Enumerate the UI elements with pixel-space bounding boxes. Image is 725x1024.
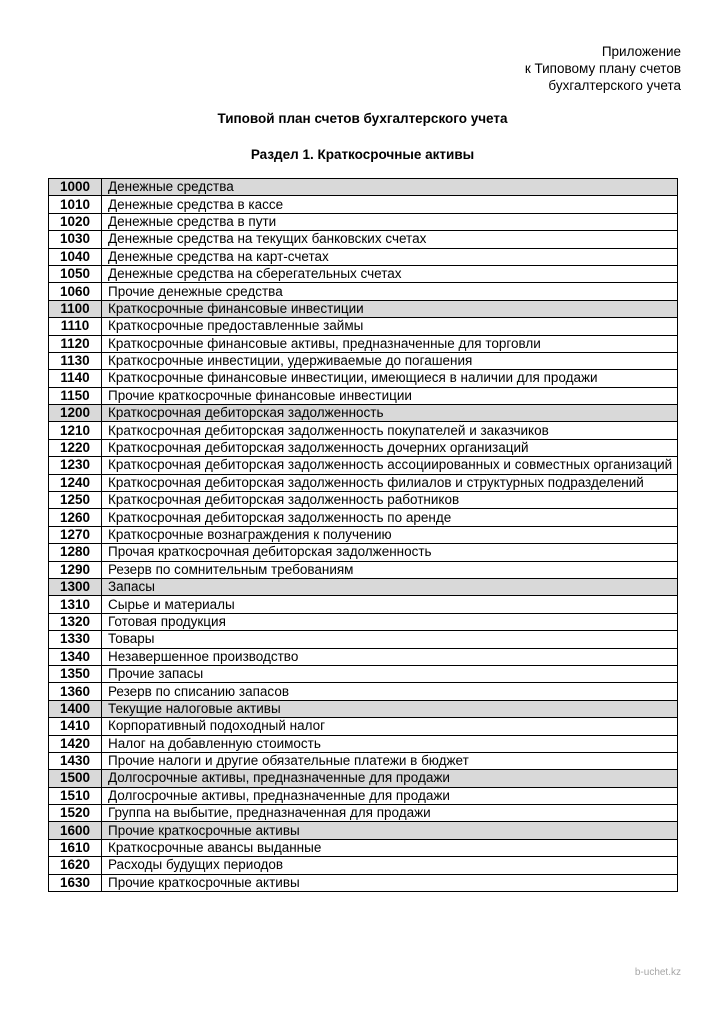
account-row bbox=[49, 283, 678, 300]
account-name: Краткосрочная дебиторская задолженность по аренде bbox=[102, 509, 678, 526]
account-code: 1110 bbox=[49, 318, 102, 335]
account-name: Краткосрочная дебиторская задолженность работников bbox=[102, 492, 678, 509]
account-code: 1290 bbox=[49, 561, 102, 578]
account-row bbox=[49, 526, 678, 543]
account-row bbox=[49, 370, 678, 387]
account-row bbox=[49, 787, 678, 804]
account-name: Краткосрочные вознаграждения к получению bbox=[102, 526, 678, 543]
account-code: 1410 bbox=[49, 718, 102, 735]
account-row bbox=[49, 665, 678, 682]
account-code: 1140 bbox=[49, 370, 102, 387]
account-row bbox=[49, 561, 678, 578]
appendix-line: к Типовому плану счетов bbox=[524, 61, 681, 76]
site-watermark: b-uchet.kz bbox=[634, 967, 681, 978]
account-code: 1330 bbox=[49, 631, 102, 648]
account-name: Краткосрочные предоставленные займы bbox=[102, 318, 678, 335]
account-row bbox=[49, 196, 678, 213]
account-code: 1510 bbox=[49, 787, 102, 804]
account-name: Краткосрочная дебиторская задолженность филиалов и структурных подразделений bbox=[102, 474, 678, 491]
account-name: Незавершенное производство bbox=[102, 648, 678, 665]
account-row bbox=[49, 439, 678, 456]
account-name: Краткосрочные инвестиции, удерживаемые до погашения bbox=[102, 352, 678, 369]
account-code: 1010 bbox=[49, 196, 102, 213]
account-name: Долгосрочные активы, предназначенные для продажи bbox=[102, 770, 678, 787]
account-code: 1610 bbox=[49, 839, 102, 856]
account-name: Краткосрочные финансовые активы, предназначенные для торговли bbox=[102, 335, 678, 352]
account-name: Денежные средства на карт-счетах bbox=[102, 248, 678, 265]
account-name: Долгосрочные активы, предназначенные для продажи bbox=[102, 787, 678, 804]
account-name: Денежные средства bbox=[102, 179, 678, 196]
account-row bbox=[49, 631, 678, 648]
account-name: Группа на выбытие, предназначенная для продажи bbox=[102, 805, 678, 822]
account-row bbox=[49, 648, 678, 665]
account-name: Денежные средства на сберегательных счетах bbox=[102, 265, 678, 282]
account-code: 1240 bbox=[49, 474, 102, 491]
account-row bbox=[49, 718, 678, 735]
account-name: Денежные средства на текущих банковских счетах bbox=[102, 231, 678, 248]
account-name: Краткосрочная дебиторская задолженность ассоциированных и совместных организаций bbox=[102, 457, 678, 474]
account-group-row bbox=[49, 179, 678, 196]
account-row bbox=[49, 805, 678, 822]
appendix-line: бухгалтерского учета bbox=[548, 78, 681, 93]
document-title: Типовой план счетов бухгалтерского учета bbox=[217, 111, 508, 126]
account-code: 1020 bbox=[49, 213, 102, 230]
account-row bbox=[49, 509, 678, 526]
account-group-row bbox=[49, 578, 678, 595]
account-code: 1260 bbox=[49, 509, 102, 526]
account-row bbox=[49, 735, 678, 752]
account-name: Прочая краткосрочная дебиторская задолженность bbox=[102, 544, 678, 561]
account-group-row bbox=[49, 405, 678, 422]
account-code: 1520 bbox=[49, 805, 102, 822]
account-name: Прочие краткосрочные финансовые инвестиции bbox=[102, 387, 678, 404]
account-name: Резерв по списанию запасов bbox=[102, 683, 678, 700]
account-row bbox=[49, 492, 678, 509]
account-code: 1430 bbox=[49, 752, 102, 769]
account-code: 1280 bbox=[49, 544, 102, 561]
account-code: 1210 bbox=[49, 422, 102, 439]
account-row bbox=[49, 857, 678, 874]
account-row bbox=[49, 839, 678, 856]
account-code: 1040 bbox=[49, 248, 102, 265]
account-name: Краткосрочные финансовые инвестиции bbox=[102, 300, 678, 317]
appendix-line: Приложение bbox=[601, 44, 681, 59]
account-name: Корпоративный подоходный налог bbox=[102, 718, 678, 735]
accounts-table bbox=[48, 178, 678, 892]
account-name: Краткосрочная дебиторская задолженность дочерних организаций bbox=[102, 439, 678, 456]
account-row bbox=[49, 352, 678, 369]
account-row bbox=[49, 474, 678, 491]
account-group-row bbox=[49, 300, 678, 317]
account-code: 1200 bbox=[49, 405, 102, 422]
account-row bbox=[49, 265, 678, 282]
account-code: 1340 bbox=[49, 648, 102, 665]
account-group-row bbox=[49, 822, 678, 839]
account-code: 1000 bbox=[49, 179, 102, 196]
account-code: 1630 bbox=[49, 874, 102, 891]
account-row bbox=[49, 596, 678, 613]
account-name: Денежные средства в кассе bbox=[102, 196, 678, 213]
account-row bbox=[49, 248, 678, 265]
account-name: Денежные средства в пути bbox=[102, 213, 678, 230]
account-code: 1320 bbox=[49, 613, 102, 630]
account-row bbox=[49, 544, 678, 561]
account-name: Краткосрочные авансы выданные bbox=[102, 839, 678, 856]
account-code: 1050 bbox=[49, 265, 102, 282]
account-row bbox=[49, 457, 678, 474]
account-code: 1130 bbox=[49, 352, 102, 369]
account-code: 1030 bbox=[49, 231, 102, 248]
account-code: 1500 bbox=[49, 770, 102, 787]
account-row bbox=[49, 318, 678, 335]
account-name: Краткосрочная дебиторская задолженность bbox=[102, 405, 678, 422]
account-code: 1250 bbox=[49, 492, 102, 509]
account-group-row bbox=[49, 770, 678, 787]
account-code: 1350 bbox=[49, 665, 102, 682]
account-code: 1150 bbox=[49, 387, 102, 404]
account-code: 1120 bbox=[49, 335, 102, 352]
account-name: Прочие краткосрочные активы bbox=[102, 822, 678, 839]
appendix-header bbox=[525, 43, 681, 94]
account-name: Прочие денежные средства bbox=[102, 283, 678, 300]
account-name: Готовая продукция bbox=[102, 613, 678, 630]
account-row bbox=[49, 683, 678, 700]
account-code: 1620 bbox=[49, 857, 102, 874]
account-name: Налог на добавленную стоимость bbox=[102, 735, 678, 752]
account-code: 1100 bbox=[49, 300, 102, 317]
account-code: 1360 bbox=[49, 683, 102, 700]
account-code: 1400 bbox=[49, 700, 102, 717]
account-row bbox=[49, 387, 678, 404]
account-row bbox=[49, 874, 678, 891]
account-code: 1220 bbox=[49, 439, 102, 456]
account-name: Товары bbox=[102, 631, 678, 648]
account-name: Расходы будущих периодов bbox=[102, 857, 678, 874]
account-row bbox=[49, 613, 678, 630]
account-code: 1230 bbox=[49, 457, 102, 474]
accounts-table-body bbox=[49, 179, 678, 892]
account-name: Резерв по сомнительным требованиям bbox=[102, 561, 678, 578]
account-name: Прочие налоги и другие обязательные платежи в бюджет bbox=[102, 752, 678, 769]
account-name: Сырье и материалы bbox=[102, 596, 678, 613]
account-name: Текущие налоговые активы bbox=[102, 700, 678, 717]
account-row bbox=[49, 335, 678, 352]
account-row bbox=[49, 231, 678, 248]
account-code: 1310 bbox=[49, 596, 102, 613]
account-name: Краткосрочные финансовые инвестиции, имеющиеся в наличии для продажи bbox=[102, 370, 678, 387]
account-code: 1300 bbox=[49, 578, 102, 595]
account-code: 1270 bbox=[49, 526, 102, 543]
account-name: Прочие запасы bbox=[102, 665, 678, 682]
account-row bbox=[49, 422, 678, 439]
account-code: 1420 bbox=[49, 735, 102, 752]
account-name: Запасы bbox=[102, 578, 678, 595]
account-group-row bbox=[49, 700, 678, 717]
account-name: Прочие краткосрочные активы bbox=[102, 874, 678, 891]
account-code: 1600 bbox=[49, 822, 102, 839]
account-row bbox=[49, 752, 678, 769]
account-code: 1060 bbox=[49, 283, 102, 300]
section-title: Раздел 1. Краткосрочные активы bbox=[250, 147, 475, 162]
account-row bbox=[49, 213, 678, 230]
account-name: Краткосрочная дебиторская задолженность покупателей и заказчиков bbox=[102, 422, 678, 439]
